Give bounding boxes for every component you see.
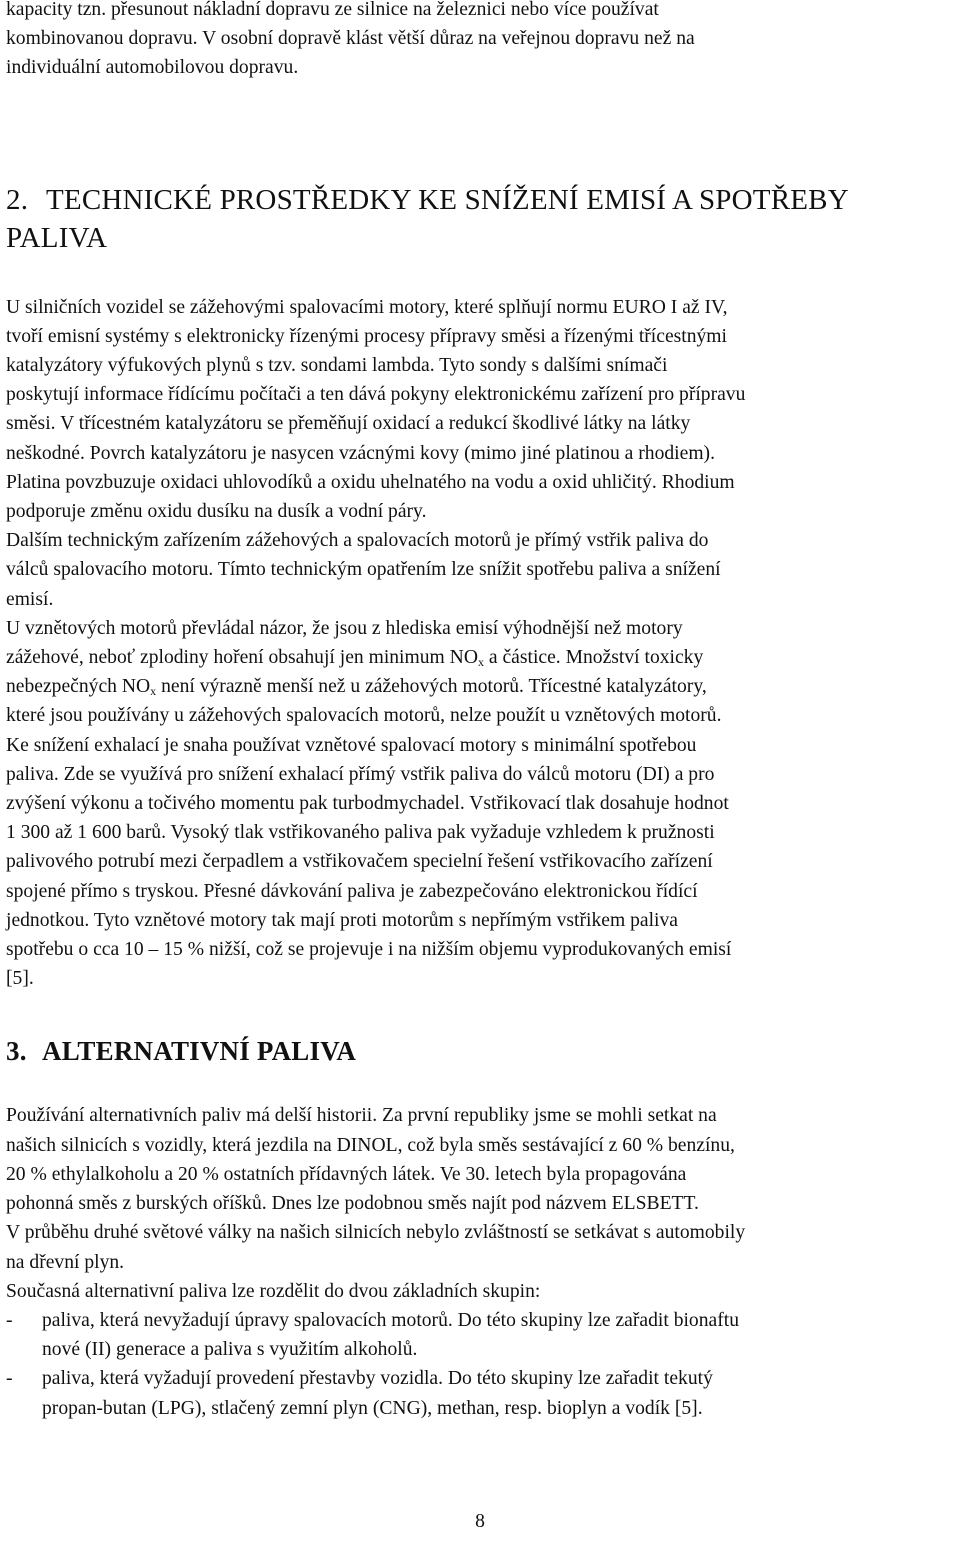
text-line: U vznětových motorů převládal názor, že jsou z hlediska emisí výhodnější než motory	[6, 617, 683, 639]
text-line: paliva, která vyžadují provedení přestavby vozidla. Do této skupiny lze zařadit tekutý	[42, 1368, 713, 1390]
text-line: tvoří emisní systémy s elektronicky řízenými procesy přípravy směsi a řízenými třícestnými	[6, 325, 727, 347]
text-line: pohonná směs z burských oříšků. Dnes lze podobnou směs najít pod názvem ELSBETT.	[6, 1193, 699, 1215]
section-3-paragraph-2	[6, 1218, 956, 1276]
text-line: válců spalovacího motoru. Tímto technickým opatřením lze snížit spotřebu paliva a snížení	[6, 559, 721, 581]
text-line: Dalším technickým zařízením zážehových a spalovacích motorů je přímý vstřik paliva do	[6, 530, 709, 552]
subscript: x	[477, 655, 484, 670]
subscript: x	[150, 684, 157, 699]
document-page	[6, 0, 956, 1423]
text-fragment: a částice. Množství toxicky	[483, 647, 704, 669]
section-2-paragraph-1	[6, 293, 956, 527]
text-line: spojené přímo s tryskou. Přesné dávkování paliva je zabezpečováno elektronickou řídící	[6, 880, 698, 902]
text-line: paliva. Zde se využívá pro snížení exhalací přímý vstřik paliva do válců motoru (DI) a pro	[6, 763, 715, 785]
text-line: nové (II) generace a paliva s využitím alkoholů.	[42, 1339, 418, 1361]
text-line: Ke snížení exhalací je snaha používat vznětové spalovací motory s minimální spotřebou	[6, 734, 697, 756]
list-marker: -	[6, 1368, 13, 1390]
text-line: U silničních vozidel se zážehovými spalovacími motory, které splňují normu EURO I až IV,	[6, 296, 728, 318]
text-line: propan-butan (LPG), stlačený zemní plyn (CNG), methan, resp. bioplyn a vodík [5].	[42, 1397, 703, 1419]
section-3-paragraph-1	[6, 1101, 956, 1218]
text-line: zvýšení výkonu a točivého momentu pak turbodmychadel. Vstřikovací tlak dosahuje hodnot	[6, 793, 729, 815]
text-line: kapacity tzn. přesunout nákladní dopravu ze silnice na železnici nebo více používat	[6, 0, 659, 20]
text-line: individuální automobilovou dopravu.	[6, 57, 299, 79]
text-line: směsi. V třícestném katalyzátoru se přeměňují oxidací a redukcí škodlivé látky na látky	[6, 413, 691, 435]
text-fragment: nebezpečných NO	[6, 676, 151, 698]
text-fragment: není výrazně menší než u zážehových motorů. Třícestné katalyzátory,	[156, 676, 707, 698]
section-title-line: TECHNICKÉ PROSTŘEDKY KE SNÍŽENÍ EMISÍ A SPOTŘEBY	[46, 183, 849, 216]
text-line: spotřebu o cca 10 – 15 % nižší, což se projevuje i na nižším objemu vyprodukovaných emisí	[6, 939, 732, 961]
text-line: Platina povzbuzuje oxidaci uhlovodíků a oxidu uhelnatého na vodu a oxid uhličitý. Rhodium	[6, 471, 735, 493]
page-number: 8	[475, 1511, 485, 1532]
section-3-paragraph-3	[6, 1277, 956, 1306]
text-line: našich silnicích s vozidly, která jezdila na DINOL, což byla směs sestávající z 60 % benzínu,	[6, 1134, 735, 1156]
text-line: poskytují informace řídícímu počítači a ten dává pokyny elektronickému zařízení pro přípravu	[6, 384, 746, 406]
text-line: [5].	[6, 968, 34, 990]
text-line: katalyzátory výfukových plynů s tzv. sondami lambda. Tyto sondy s dalšími snímači	[6, 355, 668, 377]
section-number: 3.	[6, 1036, 27, 1067]
text-line: 20 % ethylalkoholu a 20 % ostatních přídavných látek. Ve 30. letech byla propagována	[6, 1163, 687, 1185]
text-line: Současná alternativní paliva lze rozdělit do dvou základních skupin:	[6, 1280, 541, 1302]
section-title-line: PALIVA	[6, 221, 108, 254]
text-line: na dřevní plyn.	[6, 1251, 125, 1273]
text-line: 1 300 až 1 600 barů. Vysoký tlak vstřikovaného paliva pak vyžaduje vzhledem k pružnosti	[6, 822, 715, 844]
text-fragment: zážehové, neboť zplodiny hoření obsahují jen minimum NO	[6, 647, 478, 669]
text-line: V průběhu druhé světové války na našich silnicích nebylo zvláštností se setkávat s automobily	[6, 1222, 746, 1244]
text-line: které jsou používány u zážehových spalovacích motorů, nelze použít u vznětových motorů.	[6, 705, 722, 727]
list-marker: -	[6, 1309, 13, 1331]
section-2-paragraph-3	[6, 614, 956, 994]
list-item	[6, 1364, 956, 1422]
text-line: neškodné. Povrch katalyzátoru je nasycen vzácnými kovy (mimo jiné platinou a rhodiem).	[6, 442, 715, 464]
section-2-paragraph-2	[6, 526, 956, 614]
section-title: ALTERNATIVNÍ PALIVA	[42, 1036, 357, 1067]
text-line: jednotkou. Tyto vznětové motory tak mají proti motorům s nepřímým vstřikem paliva	[6, 909, 678, 931]
intro-paragraph	[6, 0, 956, 83]
list-item	[6, 1306, 956, 1364]
text-line: Používání alternativních paliv má delší historii. Za první republiky jsme se mohli setkat na	[6, 1105, 717, 1127]
fuel-groups-list	[6, 1306, 956, 1423]
text-line: paliva, která nevyžadují úpravy spalovacích motorů. Do této skupiny lze zařadit bionaftu	[42, 1309, 739, 1331]
section-number: 2.	[6, 183, 29, 216]
section-2-heading	[6, 181, 956, 257]
text-line: podporuje změnu oxidu dusíku na dusík a vodní páry.	[6, 501, 427, 523]
text-line: emisí.	[6, 588, 54, 610]
text-line: palivového potrubí mezi čerpadlem a vstřikovačem specielní řešení vstřikovacího zařízení	[6, 851, 713, 873]
section-3-heading	[6, 1033, 956, 1069]
text-line: kombinovanou dopravu. V osobní dopravě klást větší důraz na veřejnou dopravu než na	[6, 28, 695, 50]
